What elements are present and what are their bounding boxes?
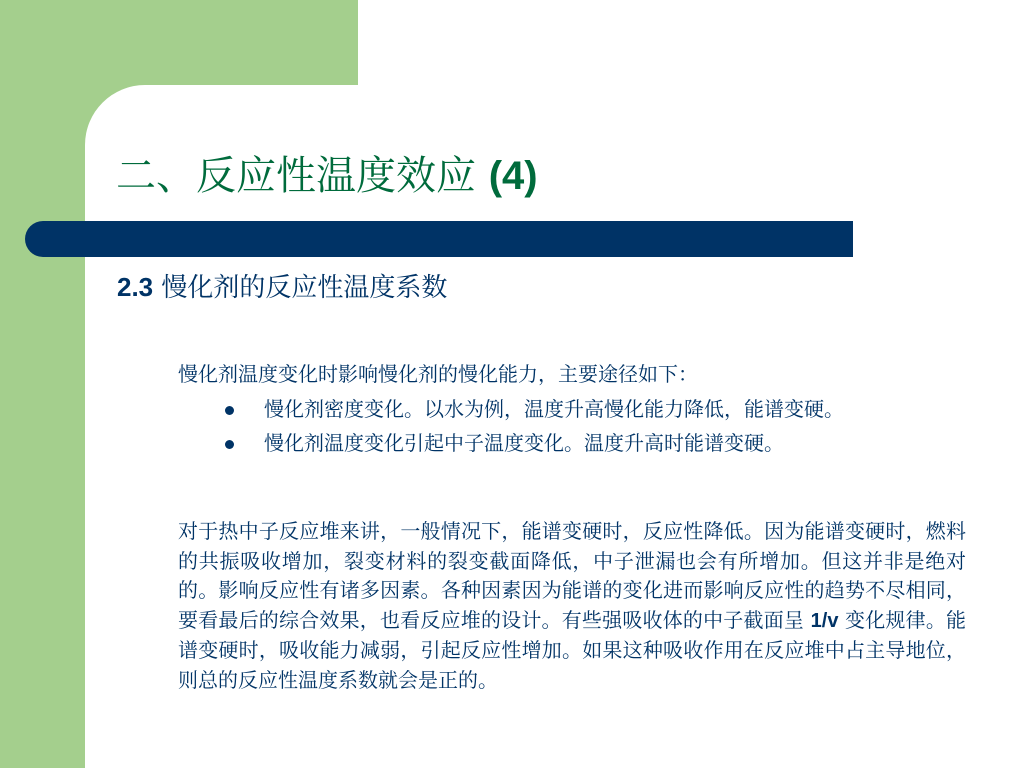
section-title: 慢化剂的反应性温度系数 xyxy=(161,273,448,303)
slide-title-suffix: (4) xyxy=(488,154,538,198)
bullet-text: 慢化剂温度变化引起中子温度变化。温度升高时能谱变硬。 xyxy=(264,431,784,455)
title-underline-bar xyxy=(25,221,853,257)
bullet-text: 慢化剂密度变化。以水为例，温度升高慢化能力降低，能谱变硬。 xyxy=(264,397,844,421)
section-heading xyxy=(117,268,447,307)
paragraph-text-after: 变化规律。能谱变硬时，吸收能力减弱，引起反应性增加。如果这种吸收作用在反应堆中占主导地位，则总的反应性温度系数就会是正的。 xyxy=(178,607,967,692)
slide-title-text: 二、反应性温度效应 xyxy=(116,153,476,199)
bullet-list xyxy=(218,394,966,462)
slide-title xyxy=(116,148,538,204)
bullet-item xyxy=(218,394,966,424)
paragraph-text-before: 对于热中子反应堆来讲，一般情况下，能谱变硬时，反应性降低。因为能谱变硬时，燃料的共振吸收增加，裂变材料的裂变截面降低，中子泄漏也会有所增加。但这并非是绝对的。影响反应性有诸多因素。各种因素因为能谱的变化进而影响反应性的趋势不尽相同，要看最后的综合效果，也看反应堆的设计。有些强吸收体的中子截面呈 xyxy=(178,519,966,632)
bullet-dot-icon xyxy=(225,406,234,415)
paragraph-emphasis: 1/v xyxy=(810,609,839,632)
explanation-paragraph xyxy=(178,517,966,695)
background-left-strip xyxy=(0,0,85,768)
section-number: 2.3 xyxy=(117,272,154,302)
intro-text: 慢化剂温度变化时影响慢化剂的慢化能力，主要途径如下： xyxy=(178,362,698,386)
bullet-dot-icon xyxy=(225,440,234,449)
bullet-item xyxy=(218,428,966,458)
